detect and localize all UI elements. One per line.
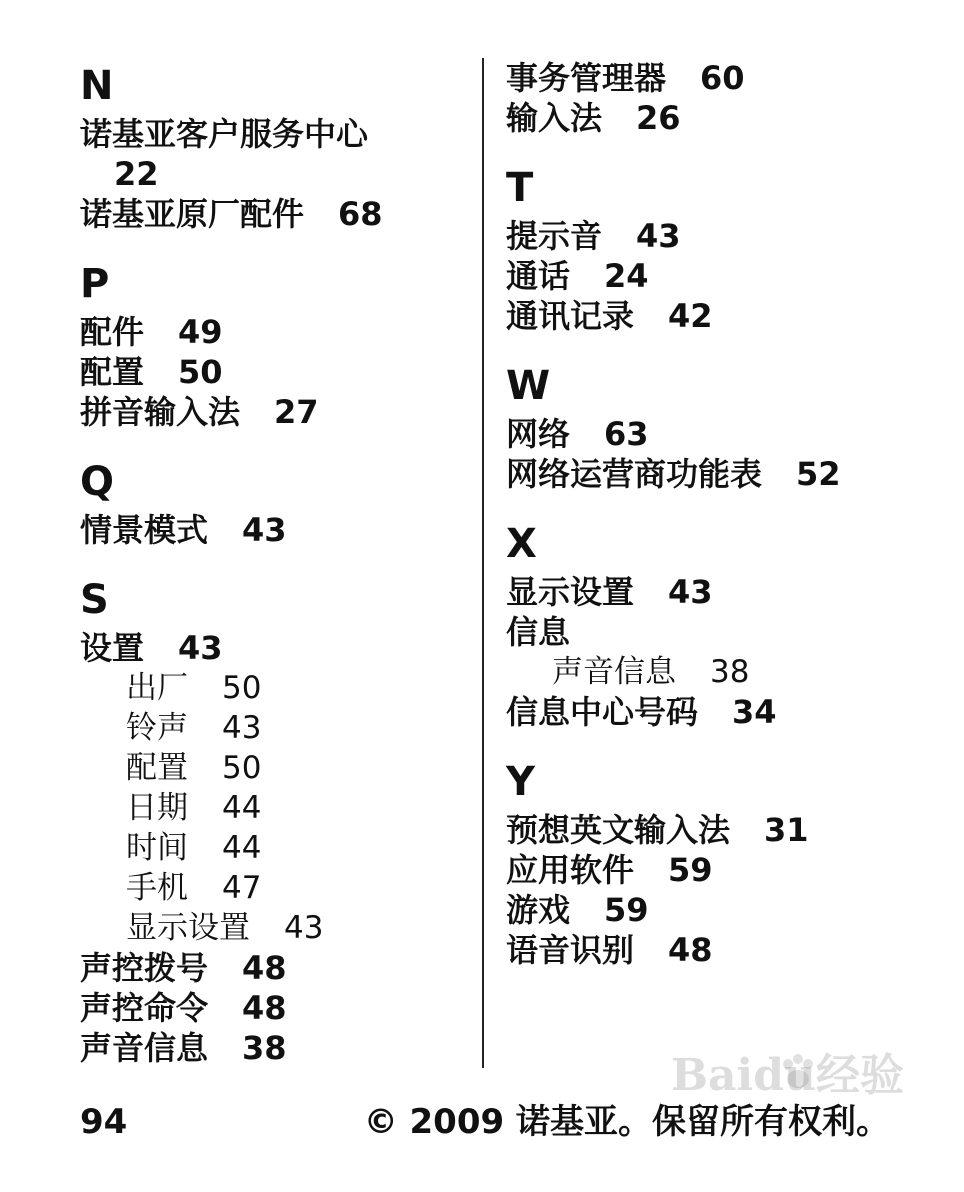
index-page: 52: [796, 455, 841, 493]
index-page: 43: [178, 629, 223, 667]
index-subentry: [80, 788, 470, 828]
index-subentry: [80, 708, 470, 748]
index-entry: [506, 58, 926, 98]
index-right-column: [506, 58, 926, 970]
index-page: 43: [668, 573, 713, 611]
index-term: 信息: [506, 613, 571, 651]
index-entry: [506, 216, 926, 256]
index-page: 48: [668, 931, 713, 969]
index-subentry: [506, 652, 926, 692]
index-subterm: 配置: [126, 750, 188, 786]
index-page: 26: [636, 99, 681, 137]
index-page: 24: [604, 257, 649, 295]
index-page: 43: [242, 511, 287, 549]
index-term: 声控命令: [80, 989, 209, 1027]
index-subterm: 显示设置: [126, 910, 250, 946]
section-letter-x: X: [506, 521, 537, 567]
index-subterm: 声音信息: [552, 654, 676, 690]
index-entry: [80, 312, 470, 352]
index-entry: [80, 194, 470, 234]
index-subterm: 日期: [126, 790, 188, 826]
index-page: 50: [222, 750, 262, 786]
index-entry: [506, 454, 926, 494]
index-term: 诺基亚原厂配件: [80, 195, 305, 233]
index-term: 输入法: [506, 99, 603, 137]
index-subterm: 出厂: [126, 670, 188, 706]
index-term: 声音信息: [80, 1029, 209, 1067]
index-term: 应用软件: [506, 851, 635, 889]
index-entry: [506, 850, 926, 890]
page-number: 94: [80, 1102, 128, 1142]
index-entry: [506, 930, 926, 970]
index-entry: [80, 114, 380, 194]
section-letter-y: Y: [506, 759, 535, 805]
index-page: 48: [242, 949, 287, 987]
index-page: 42: [668, 297, 713, 335]
index-term: 信息中心号码: [506, 693, 699, 731]
index-page: 60: [700, 59, 745, 97]
index-term: 网络运营商功能表: [506, 455, 763, 493]
index-term: 提示音: [506, 217, 603, 255]
index-page: 44: [222, 790, 262, 826]
index-term: 拼音输入法: [80, 393, 241, 431]
index-entry: [506, 256, 926, 296]
index-entry: [506, 296, 926, 336]
index-entry: [80, 988, 470, 1028]
index-entry: [506, 612, 926, 652]
index-page: 63: [604, 415, 649, 453]
index-term: 语音识别: [506, 931, 635, 969]
index-page: 34: [732, 693, 777, 731]
index-term: 事务管理器: [506, 59, 667, 97]
index-term: 诺基亚客户服务中心: [80, 115, 369, 153]
index-term: 显示设置: [506, 573, 635, 611]
index-page: 22: [114, 155, 159, 193]
index-page: 59: [604, 891, 649, 929]
index-entry: [506, 98, 926, 138]
watermark: Baidu经验: [670, 1050, 904, 1101]
index-term: 配件: [80, 313, 145, 351]
index-entry: [506, 692, 926, 732]
index-page: 68: [338, 195, 383, 233]
index-entry: [506, 572, 926, 612]
index-subentry: [80, 908, 470, 948]
index-subentry: [80, 868, 470, 908]
index-term: 声控拨号: [80, 949, 209, 987]
index-page: 38: [710, 654, 750, 690]
index-page: 43: [636, 217, 681, 255]
index-subterm: 手机: [126, 870, 188, 906]
section-letter-t: T: [506, 165, 534, 211]
index-page: 50: [178, 353, 223, 391]
index-entry: [80, 948, 470, 988]
index-left-column: [80, 58, 470, 1068]
index-page: 44: [222, 830, 262, 866]
copyright-notice: © 2009 诺基亚。保留所有权利。: [363, 1102, 890, 1142]
column-divider: [482, 58, 484, 1068]
section-letter-s: S: [80, 577, 109, 623]
index-entry: [506, 890, 926, 930]
index-subentry: [80, 748, 470, 788]
index-entry: [506, 414, 926, 454]
index-subterm: 时间: [126, 830, 188, 866]
section-letter-q: Q: [80, 459, 115, 505]
section-letter-n: N: [80, 63, 114, 109]
index-page: 43: [222, 710, 262, 746]
index-page: 38: [242, 1029, 287, 1067]
index-page: 43: [284, 910, 324, 946]
index-term: 配置: [80, 353, 145, 391]
index-page: 31: [764, 811, 809, 849]
index-term: 网络: [506, 415, 571, 453]
index-entry: [80, 352, 470, 392]
index-term: 预想英文输入法: [506, 811, 731, 849]
index-page: 48: [242, 989, 287, 1027]
index-entry: [506, 810, 926, 850]
index-page: 50: [222, 670, 262, 706]
index-term: 设置: [80, 629, 145, 667]
index-page: 49: [178, 313, 223, 351]
index-term: 游戏: [506, 891, 571, 929]
index-subentry: [80, 668, 470, 708]
index-entry: [80, 510, 470, 550]
index-entry: [80, 1028, 470, 1068]
section-letter-p: P: [80, 261, 110, 307]
index-page: 47: [222, 870, 262, 906]
index-page: 27: [274, 393, 319, 431]
index-term: 通话: [506, 257, 571, 295]
index-entry: [80, 392, 470, 432]
index-page: 59: [668, 851, 713, 889]
index-subentry: [80, 828, 470, 868]
index-entry: [80, 628, 470, 668]
index-term: 通讯记录: [506, 297, 635, 335]
index-term: 情景模式: [80, 511, 209, 549]
index-subterm: 铃声: [126, 710, 188, 746]
section-letter-w: W: [506, 363, 551, 409]
